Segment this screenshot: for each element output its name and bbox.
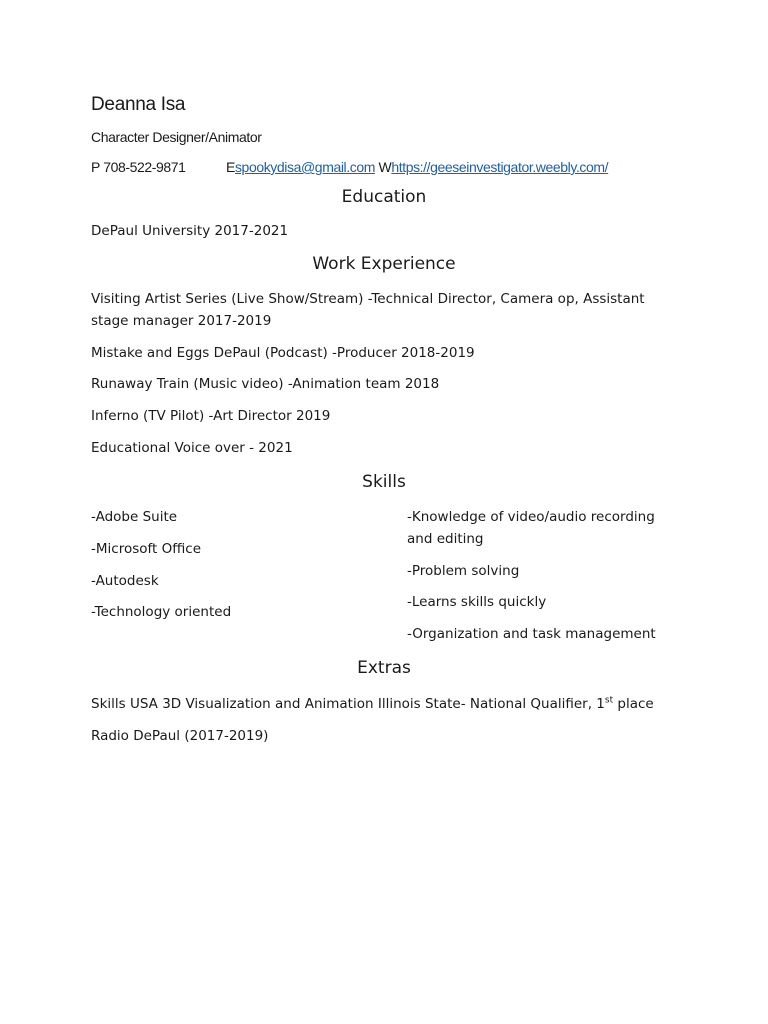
extras-heading: Extras (357, 658, 411, 678)
web-label: W (378, 159, 392, 175)
skill-item-left: -Microsoft Office (91, 541, 202, 557)
candidate-name: Deanna Isa (91, 94, 186, 115)
contact-links (226, 159, 608, 175)
work-item: Runaway Train (Music video) -Animation team 2018 (91, 376, 440, 392)
skill-item-right: -Problem solving (407, 563, 520, 579)
skill-item-left: -Autodesk (91, 573, 159, 589)
extras-item (91, 693, 654, 715)
phone-number: 708-522-9871 (103, 159, 186, 175)
work-heading: Work Experience (312, 254, 456, 274)
skill-item-left: -Adobe Suite (91, 509, 178, 525)
skills-heading: Skills (362, 472, 406, 492)
work-item: Visiting Artist Series (Live Show/Stream) -Technical Director, Camera op, Assistant (91, 291, 645, 307)
candidate-role: Character Designer/Animator (91, 129, 262, 145)
skill-item-right: -Organization and task management (407, 626, 656, 642)
email-link[interactable]: spookydisa@gmail.com (234, 159, 375, 175)
extras-item-text: Skills USA 3D Visualization and Animation Illinois State- National Qualifier, 1 (91, 696, 605, 712)
ordinal-suffix: st (604, 695, 614, 706)
phone-label: P (91, 159, 100, 175)
extras-item-text-end: place (613, 696, 654, 712)
contact-phone (91, 159, 186, 175)
work-item: Educational Voice over - 2021 (91, 440, 293, 456)
education-item: DePaul University 2017-2021 (91, 223, 289, 239)
work-item-continued: stage manager 2017-2019 (91, 313, 272, 329)
work-item: Inferno (TV Pilot) -Art Director 2019 (91, 408, 331, 424)
work-item: Mistake and Eggs DePaul (Podcast) -Producer 2018-2019 (91, 345, 475, 361)
website-link[interactable]: https://geeseinvestigator.weebly.com/ (391, 159, 609, 175)
email-label: E (226, 159, 235, 175)
skill-item-right-continued: and editing (407, 531, 484, 547)
extras-item: Radio DePaul (2017-2019) (91, 728, 269, 744)
skill-item-right: -Learns skills quickly (407, 594, 547, 610)
education-heading: Education (341, 187, 427, 207)
skill-item-left: -Technology oriented (91, 604, 232, 620)
skill-item-right: -Knowledge of video/audio recording (407, 509, 655, 525)
